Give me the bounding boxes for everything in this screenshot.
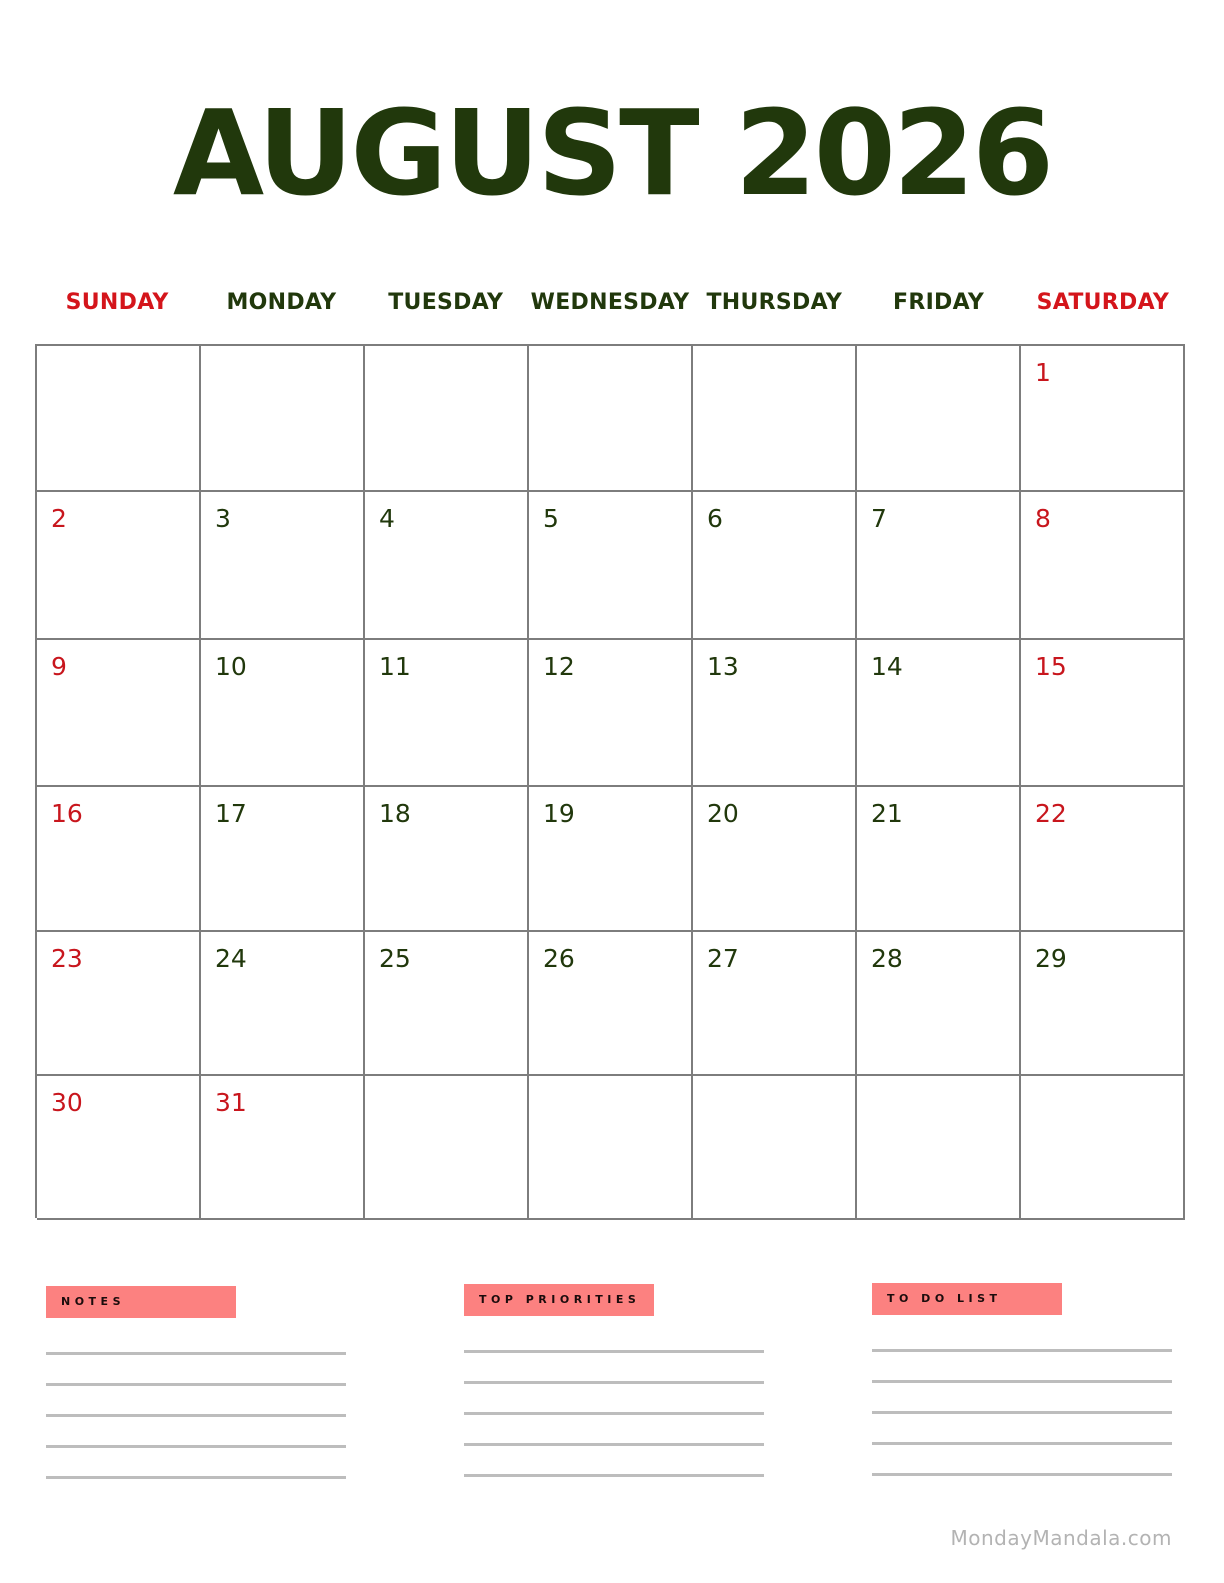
watermark: MondayMandala.com <box>950 1526 1172 1550</box>
day-number: 20 <box>707 799 739 828</box>
section-label: TOP PRIORITIES <box>464 1284 654 1316</box>
day-cell-2 <box>37 492 201 640</box>
day-cell-10 <box>201 640 365 787</box>
section-label: TO DO LIST <box>872 1283 1062 1315</box>
day-number: 6 <box>707 504 723 533</box>
day-number: 17 <box>215 799 247 828</box>
writing-line <box>46 1414 346 1417</box>
writing-line <box>464 1412 764 1415</box>
day-cell-18 <box>365 787 529 932</box>
empty-cell <box>37 346 201 492</box>
day-cell-27 <box>693 932 857 1076</box>
writing-line <box>464 1350 764 1353</box>
weekday-monday: MONDAY <box>226 290 337 315</box>
weekday-header-row <box>35 286 1185 320</box>
day-cell-8 <box>1021 492 1185 640</box>
day-cell-14 <box>857 640 1021 787</box>
day-cell-12 <box>529 640 693 787</box>
day-cell-20 <box>693 787 857 932</box>
day-number: 7 <box>871 504 887 533</box>
day-number: 11 <box>379 652 411 681</box>
empty-cell <box>365 346 529 492</box>
day-number: 22 <box>1035 799 1067 828</box>
day-cell-9 <box>37 640 201 787</box>
section-top-priorities <box>464 1284 764 1316</box>
day-cell-22 <box>1021 787 1185 932</box>
day-cell-25 <box>365 932 529 1076</box>
empty-cell <box>693 346 857 492</box>
page-title: AUGUST 2026 <box>172 84 1052 222</box>
day-cell-7 <box>857 492 1021 640</box>
day-number: 23 <box>51 944 83 973</box>
empty-cell <box>529 346 693 492</box>
section-label: NOTES <box>46 1286 236 1318</box>
writing-line <box>46 1352 346 1355</box>
day-number: 9 <box>51 652 67 681</box>
day-number: 13 <box>707 652 739 681</box>
day-cell-23 <box>37 932 201 1076</box>
empty-cell <box>857 1076 1021 1220</box>
day-cell-28 <box>857 932 1021 1076</box>
day-cell-16 <box>37 787 201 932</box>
day-number: 10 <box>215 652 247 681</box>
writing-line <box>464 1381 764 1384</box>
section-to-do-list <box>872 1283 1172 1315</box>
empty-cell <box>693 1076 857 1220</box>
day-number: 29 <box>1035 944 1067 973</box>
day-number: 26 <box>543 944 575 973</box>
writing-line <box>46 1445 346 1448</box>
writing-line <box>872 1442 1172 1445</box>
day-cell-15 <box>1021 640 1185 787</box>
day-number: 28 <box>871 944 903 973</box>
day-cell-13 <box>693 640 857 787</box>
writing-line <box>872 1473 1172 1476</box>
writing-line <box>872 1349 1172 1352</box>
empty-cell <box>1021 1076 1185 1220</box>
day-number: 24 <box>215 944 247 973</box>
writing-line <box>46 1476 346 1479</box>
day-number: 18 <box>379 799 411 828</box>
day-cell-6 <box>693 492 857 640</box>
day-number: 14 <box>871 652 903 681</box>
day-cell-11 <box>365 640 529 787</box>
day-number: 16 <box>51 799 83 828</box>
day-number: 21 <box>871 799 903 828</box>
day-number: 4 <box>379 504 395 533</box>
day-cell-24 <box>201 932 365 1076</box>
weekday-friday: FRIDAY <box>893 290 985 315</box>
day-cell-21 <box>857 787 1021 932</box>
day-number: 1 <box>1035 358 1051 387</box>
writing-line <box>872 1411 1172 1414</box>
day-cell-31 <box>201 1076 365 1220</box>
empty-cell <box>529 1076 693 1220</box>
weekday-thursday: THURSDAY <box>706 290 843 315</box>
day-cell-19 <box>529 787 693 932</box>
day-cell-17 <box>201 787 365 932</box>
day-cell-1 <box>1021 346 1185 492</box>
day-number: 5 <box>543 504 559 533</box>
day-number: 27 <box>707 944 739 973</box>
day-cell-3 <box>201 492 365 640</box>
day-cell-26 <box>529 932 693 1076</box>
weekday-sunday: SUNDAY <box>65 290 169 315</box>
day-cell-5 <box>529 492 693 640</box>
day-number: 30 <box>51 1088 83 1117</box>
day-number: 31 <box>215 1088 247 1117</box>
day-number: 8 <box>1035 504 1051 533</box>
day-number: 15 <box>1035 652 1067 681</box>
day-number: 19 <box>543 799 575 828</box>
weekday-saturday: SATURDAY <box>1036 290 1170 315</box>
day-number: 2 <box>51 504 67 533</box>
day-cell-30 <box>37 1076 201 1220</box>
day-number: 12 <box>543 652 575 681</box>
calendar-grid <box>35 344 1185 1218</box>
weekday-tuesday: TUESDAY <box>388 290 504 315</box>
weekday-wednesday: WEDNESDAY <box>530 290 690 315</box>
writing-line <box>464 1443 764 1446</box>
empty-cell <box>857 346 1021 492</box>
day-number: 3 <box>215 504 231 533</box>
writing-line <box>872 1380 1172 1383</box>
writing-line <box>464 1474 764 1477</box>
empty-cell <box>365 1076 529 1220</box>
writing-line <box>46 1383 346 1386</box>
section-notes <box>46 1286 346 1318</box>
day-cell-29 <box>1021 932 1185 1076</box>
day-number: 25 <box>379 944 411 973</box>
empty-cell <box>201 346 365 492</box>
day-cell-4 <box>365 492 529 640</box>
